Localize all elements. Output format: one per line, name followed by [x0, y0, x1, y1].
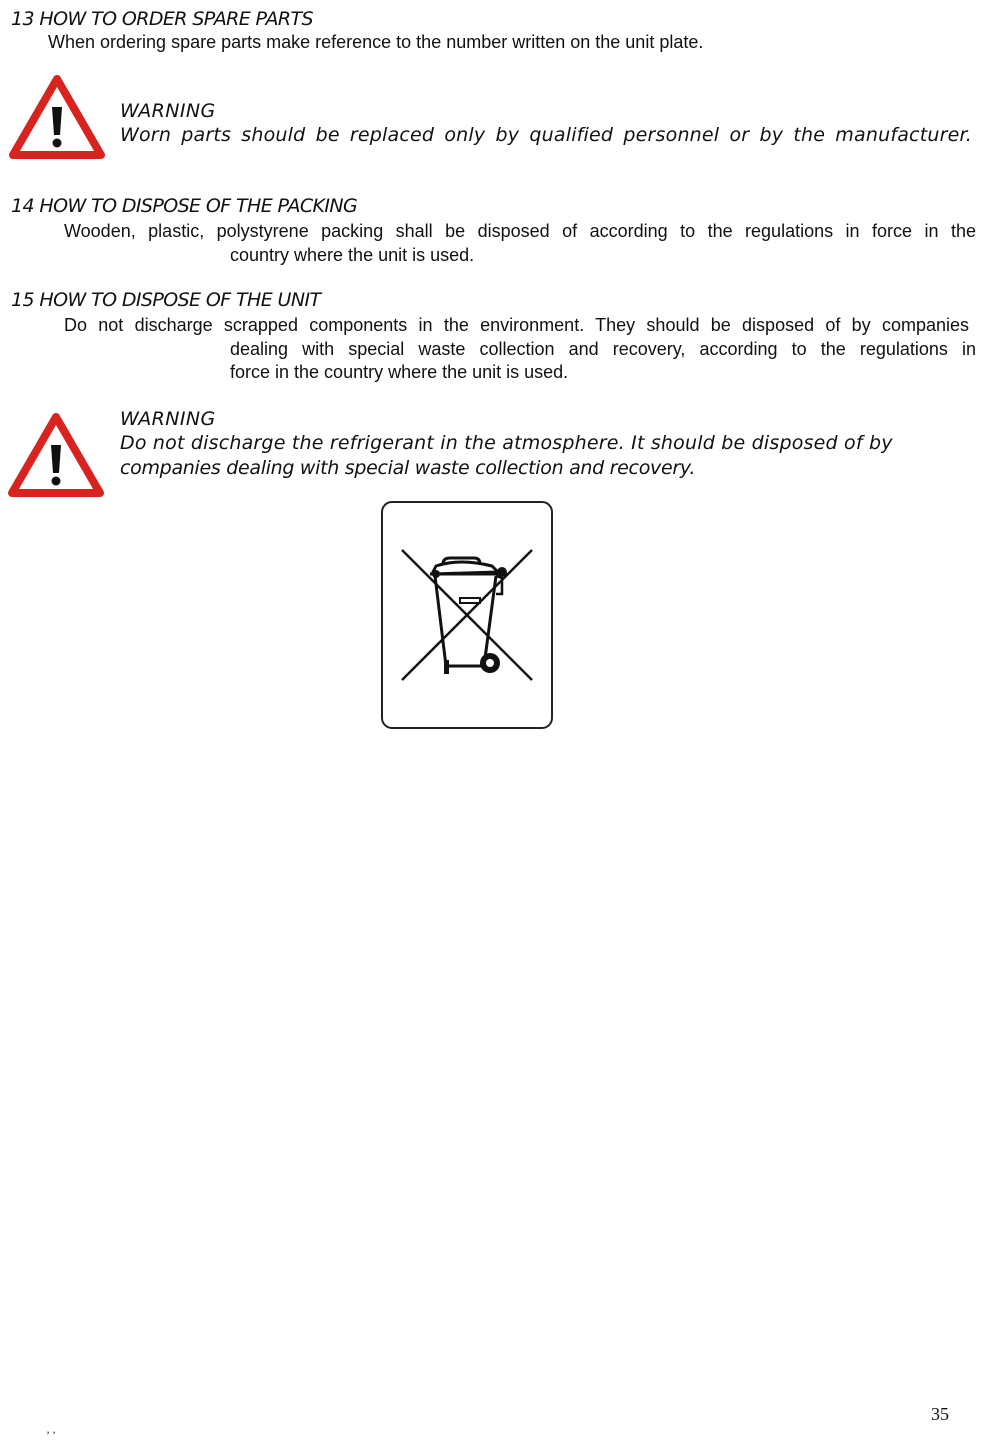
section-13-heading: 13 HOW TO ORDER SPARE PARTS	[11, 8, 313, 30]
warning-1-line: Worn parts should be replaced only by qualified personnel or by the manufacturer.	[120, 124, 972, 146]
corner-mark: ’ ’	[46, 1428, 57, 1442]
warning-2-title: WARNING	[120, 408, 216, 430]
warning-2-line-1: Do not discharge the refrigerant in the atmosphere. It should be disposed of by	[120, 432, 893, 454]
section-14-paragraph	[64, 220, 976, 244]
section-15-paragraph-line-1	[64, 314, 969, 338]
section-15-heading: 15 HOW TO DISPOSE OF THE UNIT	[11, 289, 321, 311]
section-13-text: When ordering spare parts make reference to the number written on the unit plate.	[48, 32, 704, 52]
warning-1-text	[120, 124, 972, 146]
section-15-line-1: Do not discharge scrapped components in the environment. They should be disposed of by companies	[64, 315, 969, 335]
warning-triangle-icon	[9, 75, 105, 161]
warning-1-title: WARNING	[120, 100, 216, 122]
section-14-line-2: country where the unit is used.	[230, 245, 475, 265]
section-14-line-1: Wooden, plastic, polystyrene packing shall be disposed of according to the regulations in force in the	[64, 221, 976, 241]
section-15-line-2: dealing with special waste collection and recovery, according to the regulations in	[230, 339, 976, 359]
section-15-paragraph-line-2	[230, 338, 976, 362]
section-14-heading: 14 HOW TO DISPOSE OF THE PACKING	[11, 195, 358, 217]
page-number: 35	[931, 1404, 949, 1424]
warning-2-line-2: companies dealing with special waste collection and recovery.	[120, 457, 696, 479]
section-15-line-3: force in the country where the unit is used.	[230, 362, 569, 382]
crossed-out-wheelie-bin-icon	[380, 500, 556, 732]
warning-triangle-icon	[8, 413, 104, 499]
